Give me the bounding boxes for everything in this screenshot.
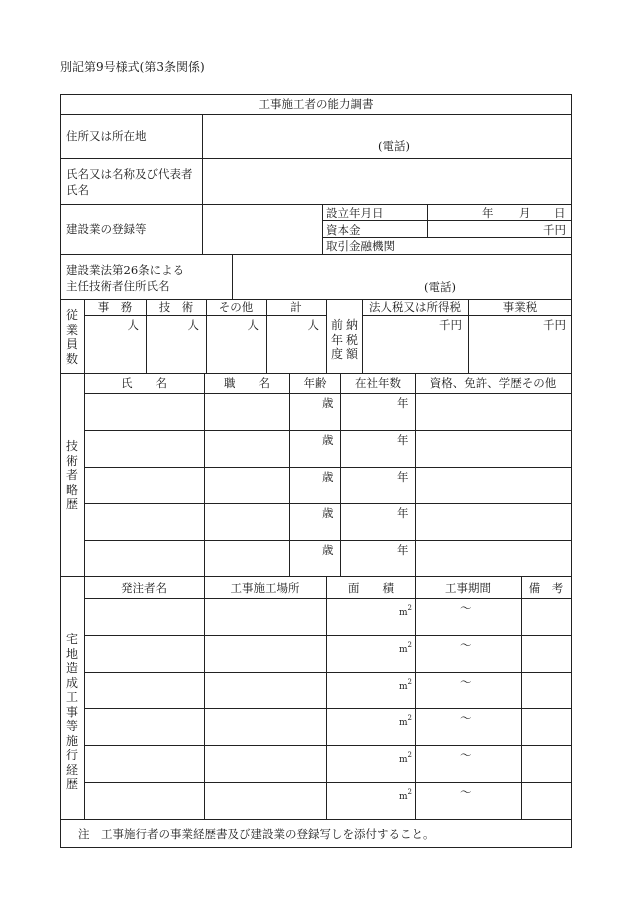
attachment-note: 注 工事施行者の事業経歴書及び建設業の登録写しを添付すること。: [78, 827, 435, 841]
engineers-header-years: 在社年数: [355, 376, 401, 390]
capital-unit: 千円: [543, 223, 566, 237]
registration-label: 建設業の登録等: [66, 222, 147, 236]
chief-engineer-label-line1: 建設業法第26条による: [66, 263, 185, 277]
engineer-years-unit: 年: [397, 506, 409, 520]
work-area-unit: $m^2$: [399, 714, 413, 728]
engineer-age-unit: 歳: [322, 396, 334, 410]
established-date-label: 設立年月日: [326, 206, 384, 220]
chief-engineer-phone-label: (電話): [424, 280, 456, 294]
engineers-header-qualifications: 資格、免許、学歴その他: [429, 376, 557, 390]
engineer-age-unit: 歳: [322, 433, 334, 447]
engineer-years-unit: 年: [397, 433, 409, 447]
address-label: 住所又は所在地: [66, 129, 147, 143]
established-year-unit: 年: [482, 206, 494, 220]
work-area-unit: $m^2$: [399, 788, 413, 802]
name-rep-label-line1: 氏名又は名称及び代表者: [66, 167, 193, 181]
work-period-mark: ～: [460, 675, 472, 689]
employees-header-other: その他: [218, 300, 254, 314]
employees-unit-other: 人: [247, 318, 259, 332]
work-period-mark: ～: [460, 748, 472, 762]
work-period-mark: ～: [460, 785, 472, 799]
form-grid-lines: [60, 94, 572, 848]
bank-label: 取引金融機関: [326, 239, 395, 253]
engineers-header-name: 氏 名: [121, 376, 167, 390]
engineer-years-unit: 年: [397, 543, 409, 557]
work-area-unit: $m^2$: [399, 641, 413, 655]
tax-header-corporate: 法人税又は所得税: [369, 300, 461, 314]
works-side-label: 宅地造成工事等施行経歴: [65, 632, 78, 791]
name-rep-label-line2: 氏名: [66, 183, 89, 197]
tax-unit-business: 千円: [543, 318, 566, 332]
employees-unit-total: 人: [307, 318, 319, 332]
chief-engineer-label-line2: 主任技術者住所氏名: [66, 279, 170, 293]
capital-label: 資本金: [326, 223, 361, 237]
work-period-mark: ～: [460, 601, 472, 615]
form-title: 工事施工者の能力調書: [258, 97, 374, 111]
employees-unit-office: 人: [127, 318, 139, 332]
works-header-area: 面 積: [348, 581, 394, 595]
engineer-years-unit: 年: [397, 396, 409, 410]
engineers-header-age: 年齢: [303, 376, 327, 390]
employees-header-office: 事 務: [97, 300, 133, 314]
works-header-client: 発注者名: [121, 581, 167, 595]
established-month-unit: 月: [519, 206, 531, 220]
tax-unit-corporate: 千円: [439, 318, 462, 332]
engineer-age-unit: 歳: [322, 506, 334, 520]
engineer-years-unit: 年: [397, 470, 409, 484]
work-period-mark: ～: [460, 711, 472, 725]
engineers-side-label: 技術者略歴: [65, 439, 78, 511]
established-day-unit: 日: [554, 206, 566, 220]
employees-unit-technical: 人: [187, 318, 199, 332]
works-header-location: 工事施工場所: [230, 581, 300, 595]
works-header-period: 工事期間: [445, 581, 491, 595]
works-header-remarks: 備 考: [528, 581, 564, 595]
employees-side-label: 従業員数: [65, 308, 78, 366]
ability-form-sheet: [60, 94, 572, 848]
work-area-unit: $m^2$: [399, 678, 413, 692]
engineers-header-position: 職 名: [224, 376, 270, 390]
work-area-unit: $m^2$: [399, 751, 413, 765]
employees-header-technical: 技 術: [158, 300, 194, 314]
work-period-mark: ～: [460, 638, 472, 652]
tax-header-business: 事業税: [502, 300, 538, 314]
tax-side-label-col1: 前年度: [330, 318, 343, 361]
engineer-age-unit: 歳: [322, 543, 334, 557]
work-area-unit: $m^2$: [399, 604, 413, 618]
engineer-age-unit: 歳: [322, 470, 334, 484]
tax-side-label-col2: 納税額: [345, 318, 358, 361]
employees-header-total: 計: [290, 300, 302, 314]
address-phone-label: (電話): [378, 139, 410, 153]
form-id: 別記第9号様式(第3条関係): [60, 60, 205, 74]
